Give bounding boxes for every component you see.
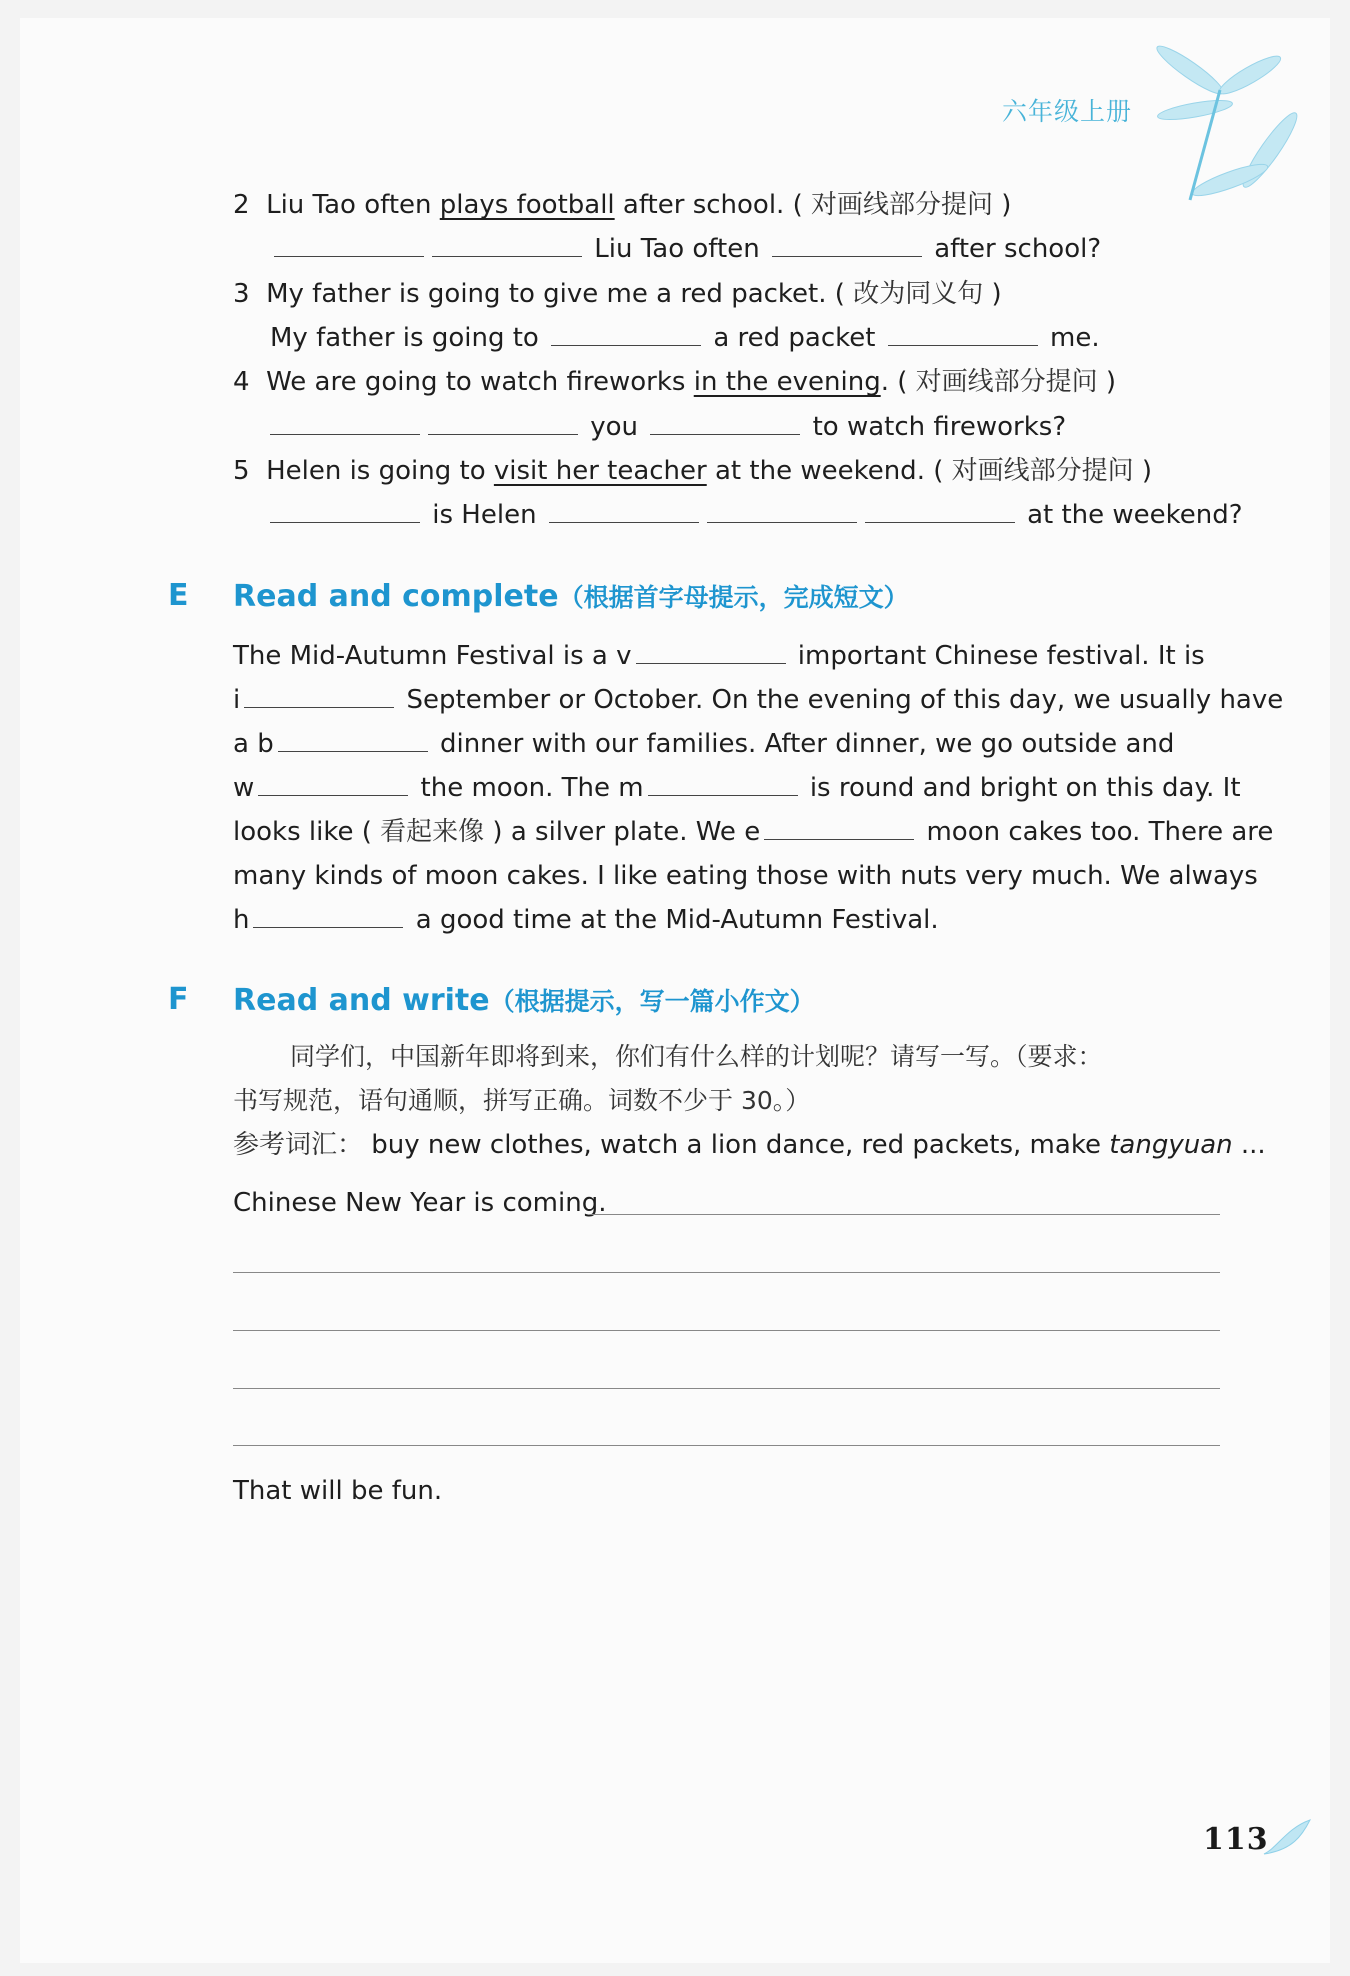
answer-blank[interactable] [432,232,582,257]
answer-blank[interactable] [707,498,857,523]
cloze-blank[interactable] [636,639,786,664]
answer-blank[interactable] [270,498,420,523]
answer-blank[interactable] [428,410,578,435]
cloze-blank[interactable] [764,815,914,840]
answer-blank[interactable] [865,498,1015,523]
question-3: 3 My father is going to give me a red packet. ( 改为同义句 ) [233,279,1002,309]
instruction: 对画线部分提问 [811,190,994,220]
question-2: 2 Liu Tao often plays football after school. ( 对画线部分提问 ) [233,190,1012,220]
instruction: 对画线部分提问 [951,456,1134,486]
section-note: （根据提示，写一篇小作文） [489,987,815,1016]
section-heading-e [233,578,909,614]
section-heading-f [233,982,815,1018]
cloze-blank[interactable] [253,903,403,928]
answer-line-5: is Helen at the weekend? [266,498,1243,532]
section-title: Read and write [233,983,490,1018]
writing-line[interactable] [590,1214,1220,1215]
underlined-phrase: plays football [439,190,615,220]
question-number: 5 [233,456,250,486]
writing-prompt-2: 书写规范，语句通顺，拼写正确。词数不少于 30。） [233,1086,811,1115]
answer-blank[interactable] [650,410,800,435]
writing-line[interactable] [233,1445,1220,1446]
question-5: 5 Helen is going to visit her teacher at the weekend. ( 对画线部分提问 ) [233,456,1153,486]
question-number: 3 [233,279,250,309]
vocab-line: 参考词汇： buy new clothes, watch a lion dance, red packets, make tangyuan ... [233,1130,1266,1160]
cloze-blank[interactable] [244,683,394,708]
instruction: 改为同义句 [853,279,984,309]
writing-start: Chinese New Year is coming. [233,1188,607,1218]
underlined-phrase: visit her teacher [493,456,707,486]
writing-prompt-1: 同学们，中国新年即将到来，你们有什么样的计划呢？请写一写。（要求： [290,1042,1103,1071]
cloze-blank[interactable] [648,771,798,796]
writing-line[interactable] [233,1388,1220,1389]
vocab-label: 参考词汇： [233,1130,364,1160]
page-number: 113 [1203,1822,1269,1857]
instruction: 对画线部分提问 [915,367,1098,397]
cloze-blank[interactable] [258,771,408,796]
cloze-blank[interactable] [278,727,428,752]
question-number: 2 [233,190,250,220]
grade-label: 六年级上册 [1002,97,1133,126]
answer-blank[interactable] [274,232,424,257]
answer-line-2: Liu Tao often after school? [270,232,1101,266]
writing-end: That will be fun. [233,1476,443,1506]
section-title: Read and complete [233,579,559,614]
writing-line[interactable] [233,1272,1220,1273]
answer-line-3: My father is going to a red packet me. [270,323,1100,353]
answer-blank[interactable] [270,410,420,435]
answer-blank[interactable] [772,232,922,257]
question-number: 4 [233,367,250,397]
dragonfly-icon [1130,30,1320,215]
answer-blank[interactable] [549,498,699,523]
answer-blank[interactable] [551,321,701,346]
section-note: （根据首字母提示，完成短文） [558,583,909,612]
question-4: 4 We are going to watch fireworks in the evening. ( 对画线部分提问 ) [233,367,1117,397]
underlined-phrase: in the evening [693,367,881,397]
writing-line[interactable] [233,1330,1220,1331]
answer-line-4: you to watch fireworks? [266,410,1066,444]
leaf-icon [1262,1818,1312,1858]
answer-blank[interactable] [888,321,1038,346]
section-letter-f: F [168,982,189,1017]
section-letter-e: E [168,578,189,613]
cloze-passage: The Mid-Autumn Festival is a v important Chinese festival. It is i September or October. On the evening of this day, we usually have a b dinner with our families. After dinner, we go outside and w the moon. The m is round and bright on this day. It looks like ( 看起来像 ) a silver plate. We e moon cakes too. There are many kinds of moon cakes. I like eating those with nuts very much. We always h a good time at the Mid-Autumn Festival. [233,641,1284,935]
